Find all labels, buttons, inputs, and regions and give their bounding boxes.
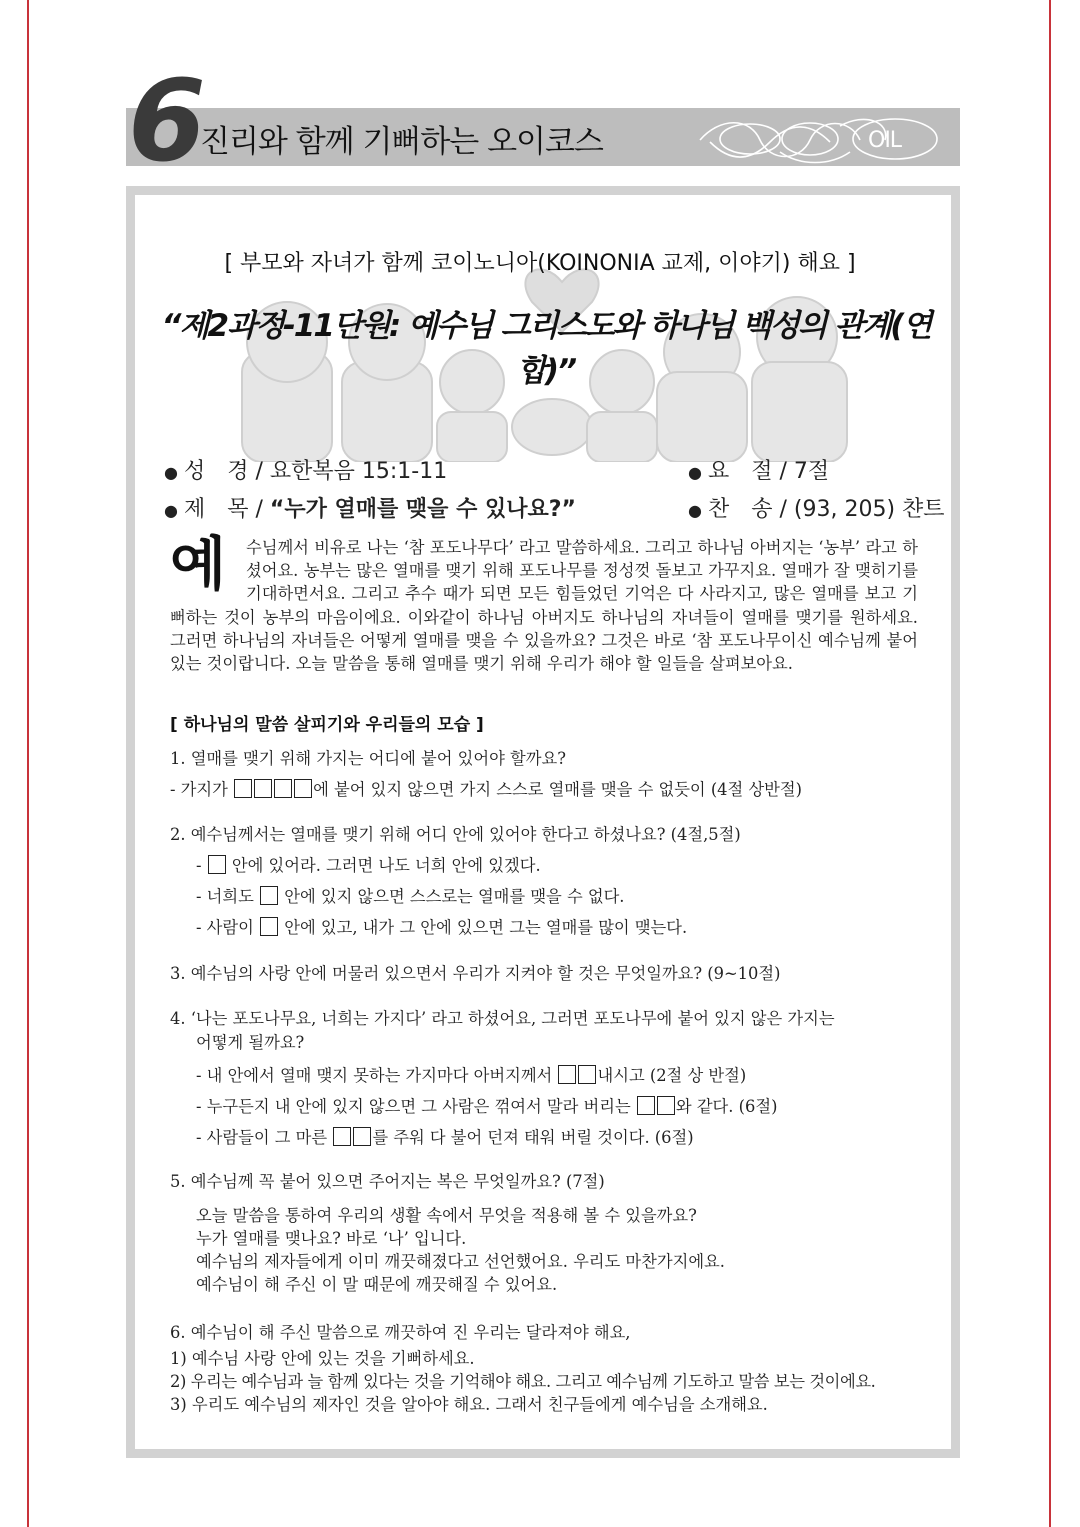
q4-answer-2 <box>196 1093 777 1117</box>
logo-text: OIL <box>868 128 902 153</box>
hymn-value: (93, 205) 챤트 <box>793 497 945 522</box>
q2-answer-1-pre: - <box>196 856 202 875</box>
q2-answer-2-post: 안에 있지 않으면 스스로는 열매를 맺을 수 없다. <box>284 887 625 906</box>
blank-box <box>294 779 312 798</box>
bullet-icon: ● <box>164 500 178 520</box>
q1-answer <box>170 776 802 800</box>
q2-answer-2 <box>196 883 624 907</box>
q2-answer-1-post: 안에 있어라. 그러면 나도 너희 안에 있겠다. <box>231 856 541 875</box>
q4-question-l1: 4. ‘나는 포도나무요, 너희는 가지다’ 라고 하셨어요, 그러면 포도나무에 붙어 있지 않은 가지는 <box>170 1009 835 1028</box>
q1-answer-pre: - 가지가 <box>170 780 228 799</box>
q2-answer-2-pre: - 너희도 <box>196 887 254 906</box>
verse-label: 요 절 <box>707 459 773 484</box>
blank-box <box>657 1096 675 1115</box>
section-heading: [ 하나님의 말씀 살피기와 우리들의 모습 ] <box>170 715 484 735</box>
q2-answer-3-post: 안에 있고, 내가 그 안에 있으면 그는 열매를 많이 맺는다. <box>284 918 688 937</box>
q4-answer-2-pre: - 누구든지 내 안에 있지 않으면 그 사람은 꺾여서 말라 버리는 <box>196 1097 631 1116</box>
hymn-label: 찬 송 <box>707 497 773 522</box>
q1-question: 1. 열매를 맺기 위해 가지는 어디에 붙어 있어야 할까요? <box>170 749 566 768</box>
hymn-info: ● 찬 송 / (93, 205) 챤트 <box>688 497 945 522</box>
q6-line-1: 1) 예수님 사랑 안에 있는 것을 기뻐하세요. <box>170 1349 475 1368</box>
q4-answer-3 <box>196 1124 694 1148</box>
blank-box <box>558 1065 576 1084</box>
q5-line-4: 예수님이 해 주신 이 말 때문에 깨끗해질 수 있어요. <box>196 1275 558 1294</box>
subtitle: [ 부모와 자녀가 함께 코이노니아(KOINONIA 교제, 이야기) 해요 ] <box>224 251 856 276</box>
q2-answer-3 <box>196 914 687 938</box>
q2-answer-1 <box>196 852 541 876</box>
q4-question-l2: 어떻게 될까요? <box>196 1033 305 1052</box>
q2-answer-3-pre: - 사람이 <box>196 918 254 937</box>
scripture-value: 요한복음 15:1-11 <box>269 459 448 484</box>
blank-box <box>637 1096 655 1115</box>
q4-answer-2-post: 와 같다. (6절) <box>675 1097 778 1116</box>
bullet-icon: ● <box>688 462 702 482</box>
section-number: 6 <box>128 57 206 187</box>
q4-answer-3-post: 를 주워 다 불어 던져 태워 버릴 것이다. (6절) <box>372 1128 694 1147</box>
q5-question: 5. 예수님께 꼭 붙어 있으면 주어지는 복은 무엇일까요? (7절) <box>170 1172 605 1191</box>
q4-answer-1-pre: - 내 안에서 열매 맺지 못하는 가지마다 아버지께서 <box>196 1066 553 1085</box>
q6-line-3: 3) 우리도 예수님의 제자인 것을 알아야 해요. 그래서 친구들에게 예수님을 소개해요. <box>170 1395 768 1414</box>
blank-box <box>274 779 292 798</box>
q6-line-2: 2) 우리는 예수님과 늘 함께 있다는 것을 기억해야 해요. 그리고 예수님께 기도하고 말씀 보는 것이에요. <box>170 1372 876 1391</box>
q4-answer-1-post: 내시고 (2절 상 반절) <box>597 1066 747 1085</box>
scripture-info: ● 성 경 / 요한복음 15:1-11 <box>164 459 448 484</box>
q3-question: 3. 예수님의 사랑 안에 머물러 있으면서 우리가 지켜야 할 것은 무엇일까요? (9~10절) <box>170 964 781 983</box>
blank-box <box>333 1127 351 1146</box>
bullet-icon: ● <box>688 500 702 520</box>
q5-line-1: 오늘 말씀을 통하여 우리의 생활 속에서 무엇을 적용해 볼 수 있을까요? <box>196 1206 697 1225</box>
dropcap: 예 <box>170 530 227 598</box>
q4-answer-1 <box>196 1062 746 1086</box>
bullet-icon: ● <box>164 462 178 482</box>
q5-line-2: 누가 열매를 맺나요? 바로 ‘나’ 입니다. <box>196 1229 467 1248</box>
blank-box <box>260 917 278 936</box>
q1-answer-post: 에 붙어 있지 않으면 가지 스스로 열매를 맺을 수 없듯이 (4절 상반절) <box>313 780 802 799</box>
blank-box <box>234 779 252 798</box>
verse-info: ● 요 절 / 7절 <box>688 459 830 484</box>
section-title: 진리와 함께 기뻐하는 오이코스 <box>200 124 603 160</box>
q2-question: 2. 예수님께서는 열매를 맺기 위해 어디 안에 있어야 한다고 하셨나요? (4절,5절) <box>170 825 741 844</box>
topic-value: “누가 열매를 맺을 수 있나요?” <box>269 497 576 522</box>
q4-answer-3-pre: - 사람들이 그 마른 <box>196 1128 328 1147</box>
intro-paragraph <box>170 530 918 675</box>
topic-label: 제 목 <box>183 497 249 522</box>
blank-box <box>260 886 278 905</box>
q5-line-3: 예수님의 제자들에게 이미 깨끗해졌다고 선언했어요. 우리도 마찬가지에요. <box>196 1252 725 1271</box>
scripture-label: 성 경 <box>183 459 249 484</box>
blank-box <box>254 779 272 798</box>
blank-box <box>353 1127 371 1146</box>
topic-info: ● 제 목 / “누가 열매를 맺을 수 있나요?” <box>164 497 576 522</box>
blank-box <box>578 1065 596 1084</box>
q6-question: 6. 예수님이 해 주신 말씀으로 깨끗하여 진 우리는 달라져야 해요, <box>170 1323 631 1342</box>
verse-value: 7절 <box>793 459 830 484</box>
intro-text: 수님께서 비유로 나는 ‘참 포도나무다’ 라고 말씀하세요. 그리고 하나님 아버지는 ‘농부’ 라고 하셨어요. 농부는 많은 열매를 맺기 위해 포도나무를 정성껏 돌보고 가꾸지요. 열매가 잘 맺히기를 기대하면서요. 그리고 추수 때가 되면 모든 힘들었던 기억은 다 사라지고, 많은 열매를 보고 기뻐하는 것이 농부의 마음이에요. 이와같이 하나님 아버지도 하나님의 자녀들이 열매를 맺기를 원하세요. 그러면 하나님의 자녀들은 어떻게 열매를 맺을 수 있을까요? 그것은 바로 ‘참 포도나무이신 예수님께 붙어 있는 것이랍니다. 오늘 말씀을 통해 열매를 맺기 위해 우리가 해야 할 일들을 살펴보아요. <box>170 538 918 674</box>
lesson-title: “제2과정-11단원: 예수님 그리스도와 하나님 백성의 관계(연합)” <box>161 308 931 389</box>
ornament-logo-icon <box>690 112 955 166</box>
blank-box <box>208 855 226 874</box>
